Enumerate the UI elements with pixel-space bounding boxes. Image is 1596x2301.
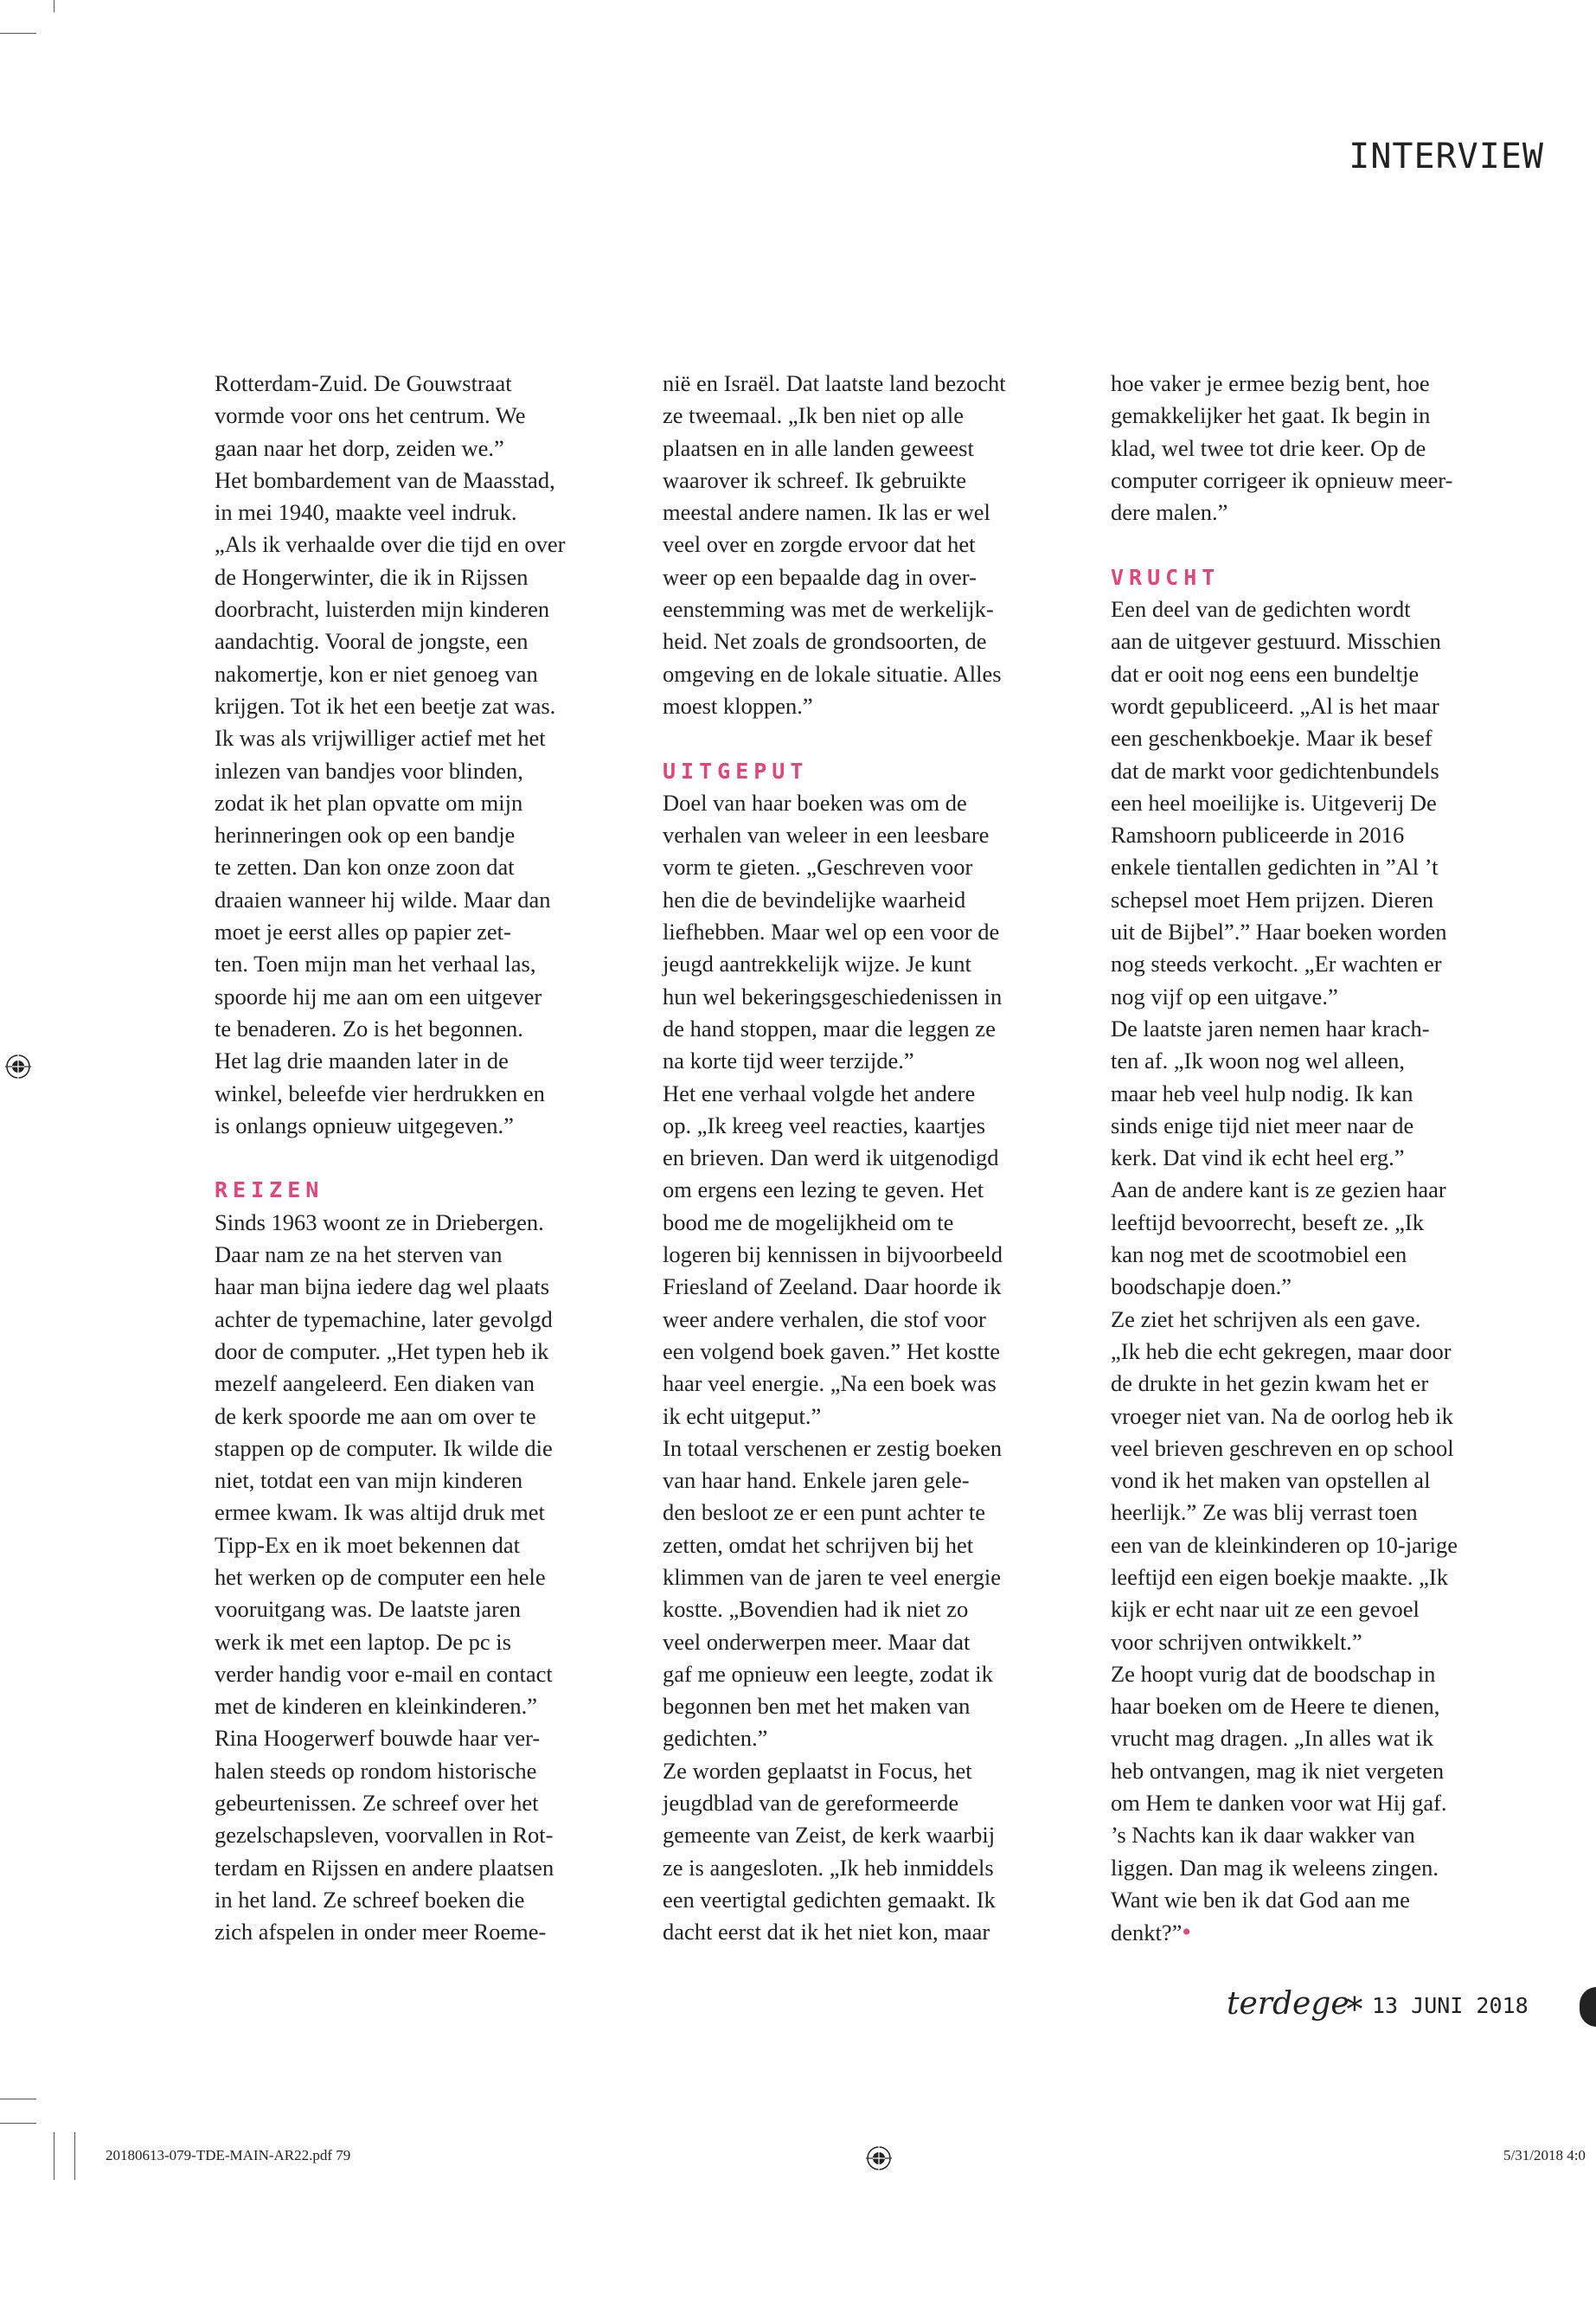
article-text-line: een van de kleinkinderen op 10-jarige: [1111, 1531, 1458, 1558]
crop-mark-bottom-left-horizontal-2: [0, 2123, 36, 2124]
article-text-line: nakomertje, kon er niet genoeg van: [215, 660, 538, 687]
article-column-1: [215, 368, 638, 1949]
article-text-line: gemeente van Zeist, de kerk waarbij: [663, 1822, 996, 1849]
article-text-line: weer andere verhalen, die stof voor: [663, 1305, 986, 1332]
article-text-line: Een deel van de gedichten wordt: [1111, 596, 1411, 623]
article-text-line: Daar nam ze na het sterven van: [215, 1241, 503, 1268]
article-text-line: omgeving en de lokale situatie. Alles: [663, 660, 1002, 687]
article-text-line: haar boeken om de Heere te dienen,: [1111, 1693, 1440, 1720]
article-text-line: Het ene verhaal volgde het andere: [663, 1080, 976, 1106]
article-text-line: Ze hoopt vurig dat de boodschap in: [1111, 1660, 1436, 1687]
article-text-line: dat er ooit nog eens een bundeltje: [1111, 660, 1420, 687]
article-text-line: Aan de andere kant is ze gezien haar: [1111, 1176, 1446, 1203]
article-text-line: herinneringen ook op een bandje: [215, 822, 516, 849]
article-text-line: vroeger niet van. Na de oorlog heb ik: [1111, 1402, 1453, 1429]
article-text-line: nog vijf op een uitgave.”: [1111, 983, 1338, 1009]
magazine-logo: terdege: [1227, 1986, 1349, 2022]
article-text-line: leeftijd bevoorrecht, beseft ze. „Ik: [1111, 1208, 1424, 1235]
article-text-line: krijgen. Tot ik het een beetje zat was.: [215, 692, 556, 719]
article-text-line: moet je eerst alles op papier zet-: [215, 919, 511, 945]
article-text-line: nog steeds verkocht. „Er wachten er: [1111, 951, 1442, 977]
article-text-line: halen steeds op rondom historische: [215, 1757, 537, 1784]
article-text-line: kostte. „Bovendien had ik niet zo: [663, 1596, 969, 1623]
article-text-line: klad, wel twee tot drie keer. Op de: [1111, 434, 1426, 461]
article-text-line: Sinds 1963 woont ze in Driebergen.: [215, 1208, 544, 1235]
article-text-line: vrucht mag dragen. „In alles wat ik: [1111, 1725, 1434, 1752]
article-text-line: heid. Net zoals de grondsoorten, de: [663, 628, 987, 655]
article-text-line: na korte tijd weer terzijde.”: [663, 1048, 914, 1074]
article-text-line: meestal andere namen. Ik las er wel: [663, 499, 990, 526]
article-text-line: vooruitgang was. De laatste jaren: [215, 1596, 521, 1623]
article-text-line: stappen op de computer. Ik wilde die: [215, 1434, 553, 1461]
article-column-3: [1111, 368, 1535, 1949]
article-text-line: met de kinderen en kleinkinderen.”: [215, 1693, 538, 1720]
article-text-line: veel onderwerpen meer. Maar dat: [663, 1628, 971, 1655]
article-text-line: veel over en zorgde ervoor dat het: [663, 531, 976, 558]
article-text-line: aan de uitgever gestuurd. Misschien: [1111, 628, 1441, 655]
article-text-line: hen die de bevindelijke waarheid: [663, 886, 966, 913]
asterisk-separator: ∗: [1343, 1985, 1366, 2022]
article-text-line: te benaderen. Zo is het begonnen.: [215, 1015, 523, 1042]
article-text-line: gedichten.”: [663, 1725, 768, 1752]
article-text-line: vormde voor ons het centrum. We: [215, 402, 526, 429]
article-text-line: In totaal verschenen er zestig boeken: [663, 1434, 1003, 1461]
article-text-line: om ergens een lezing te geven. Het: [663, 1176, 984, 1203]
article-text-line: dacht eerst dat ik het niet kon, maar: [663, 1919, 990, 1945]
article-text-line: hoe vaker je ermee bezig bent, hoe: [1111, 370, 1430, 396]
article-text-line: een geschenkboekje. Maar ik besef: [1111, 725, 1433, 752]
article-text-line: klimmen van de jaren te veel energie: [663, 1563, 1001, 1590]
article-text-line: in het land. Ze schreef boeken die: [215, 1886, 525, 1913]
article-text-line: „Ik heb die echt gekregen, maar door: [1111, 1337, 1452, 1364]
article-text-line: vond ik het maken van opstellen al: [1111, 1467, 1431, 1494]
article-text-line: een volgend boek gaven.” Het kostte: [663, 1337, 1001, 1364]
article-text-line: te zetten. Dan kon onze zoon dat: [215, 854, 515, 881]
article-text-line: mezelf aangeleerd. Een diaken van: [215, 1370, 535, 1397]
page-number-tab: [1580, 1987, 1596, 2027]
article-text-line: gebeurtenissen. Ze schreef over het: [215, 1790, 539, 1817]
registration-mark-icon: [866, 2145, 892, 2171]
article-text-line: de kerk spoorde me aan om over te: [215, 1402, 536, 1429]
article-text-line: ik echt uitgeput.”: [663, 1402, 822, 1429]
print-slug-filename: 20180613-079-TDE-MAIN-AR22.pdf 79: [106, 2147, 351, 2163]
article-text-line: zodat ik het plan opvatte om mijn: [215, 789, 523, 816]
article-text-line: Het lag drie maanden later in de: [215, 1048, 509, 1074]
article-text-line: boodschapje doen.”: [1111, 1273, 1292, 1300]
article-text-line: haar man bijna iedere dag wel plaats: [215, 1273, 550, 1300]
crop-mark-top-left-horizontal: [0, 33, 36, 34]
article-text-line: spoorde hij me aan om een uitgever: [215, 983, 542, 1009]
article-text-line: eenstemming was met de werkelijk-: [663, 596, 994, 623]
article-text-line: nië en Israël. Dat laatste land bezocht: [663, 370, 1006, 396]
article-text-line: inlezen van bandjes voor blinden,: [215, 757, 523, 784]
article-text-line: Rina Hoogerwerf bouwde haar ver-: [215, 1725, 541, 1752]
article-text-line: ten. Toen mijn man het verhaal las,: [215, 951, 536, 977]
article-text-line: het werken op de computer een hele: [215, 1563, 546, 1590]
article-text-line: dere malen.”: [1111, 499, 1228, 526]
article-text-line: kijk er echt naar uit ze een gevoel: [1111, 1596, 1420, 1623]
article-text-line: wordt gepubliceerd. „Al is het maar: [1111, 692, 1439, 719]
article-text-line: de drukte in het gezin kwam het er: [1111, 1370, 1429, 1397]
section-label: INTERVIEW: [1349, 137, 1544, 176]
article-text-line: Tipp-Ex en ik moet bekennen dat: [215, 1531, 521, 1558]
article-text-line: Doel van haar boeken was om de: [663, 789, 967, 816]
article-text-line: leeftijd een eigen boekje maakte. „Ik: [1111, 1563, 1448, 1590]
article-text-line: in mei 1940, maakte veel indruk.: [215, 499, 517, 526]
article-text-line: Ze worden geplaatst in Focus, het: [663, 1757, 972, 1784]
article-text-line: jeugd aantrekkelijk wijze. Je kunt: [663, 951, 971, 977]
article-text-line: den besloot ze er een punt achter te: [663, 1499, 986, 1526]
article-text-line: hun wel bekeringsgeschiedenissen in: [663, 983, 1003, 1009]
article-column-2: [663, 368, 1086, 1949]
article-text-line: haar veel energie. „Na een boek was: [663, 1370, 997, 1397]
article-text-line: bood me de mogelijkheid om te: [663, 1208, 954, 1235]
issue-date: 13 JUNI 2018: [1372, 1993, 1529, 2018]
article-text-line: schepsel moet Hem prijzen. Dieren: [1111, 886, 1434, 913]
article-text-line-final: [1111, 1916, 1535, 1948]
article-text-line: vorm te gieten. „Geschreven voor: [663, 854, 973, 881]
article-text-line: Ze ziet het schrijven als een gave.: [1111, 1305, 1421, 1332]
article-text-line: verder handig voor e-mail en contact: [215, 1660, 553, 1687]
crop-mark-bottom-left-vertical-2: [74, 2132, 75, 2180]
article-text-line: voor schrijven ontwikkelt.”: [1111, 1628, 1362, 1655]
article-text-line: liefhebben. Maar wel op een voor de: [663, 919, 1000, 945]
article-text-line: jeugdblad van de gereformeerde: [663, 1790, 959, 1817]
article-text-line: moest kloppen.”: [663, 692, 813, 719]
article-text-line: dat de markt voor gedichtenbundels: [1111, 757, 1439, 784]
article-text-line: De laatste jaren nemen haar krach-: [1111, 1015, 1430, 1042]
article-text-line: is onlangs opnieuw uitgegeven.”: [215, 1112, 514, 1138]
article-text-line: ’s Nachts kan ik daar wakker van: [1111, 1822, 1415, 1849]
article-text-line: winkel, beleefde vier herdrukken en: [215, 1080, 545, 1106]
article-text-line: draaien wanneer hij wilde. Maar dan: [215, 886, 551, 913]
article-text-line: weer op een bepaalde dag in over-: [663, 563, 977, 590]
article-text-line: gaf me opnieuw een leegte, zodat ik: [663, 1660, 993, 1687]
article-text-line: gemakkelijker het gaat. Ik begin in: [1111, 402, 1431, 429]
print-slug-date: 5/31/2018 4:0: [1503, 2147, 1586, 2163]
article-text-line: een heel moeilijke is. Uitgeverij De: [1111, 789, 1437, 816]
article-text-line: kan nog met de scootmobiel een: [1111, 1241, 1407, 1268]
article-text-line: door de computer. „Het typen heb ik: [215, 1337, 549, 1364]
article-text-line: heb ontvangen, mag ik niet vergeten: [1111, 1757, 1445, 1784]
article-text-line: Ramshoorn publiceerde in 2016: [1111, 822, 1405, 849]
article-text-line: uit de Bijbel”.” Haar boeken worden: [1111, 919, 1447, 945]
article-text-line: werk ik met een laptop. De pc is: [215, 1628, 511, 1655]
article-text-line: kerk. Dat vind ik echt heel erg.”: [1111, 1144, 1405, 1171]
article-text-line: logeren bij kennissen in bijvoorbeeld: [663, 1241, 1003, 1268]
end-of-article-dot: •: [1182, 1918, 1191, 1947]
section-heading: UITGEPUT: [663, 758, 809, 784]
article-text-line: ze is aangesloten. „Ik heb inmiddels: [663, 1854, 994, 1881]
article-text-line: heerlijk.” Ze was blij verrast toen: [1111, 1499, 1418, 1526]
article-text-line: liggen. Dan mag ik weleens zingen.: [1111, 1854, 1439, 1881]
article-text-line: en brieven. Dan werd ik uitgenodigd: [663, 1144, 999, 1171]
article-text-line: een veertigtal gedichten gemaakt. Ik: [663, 1886, 996, 1913]
article-text-line: op. „Ik kreeg veel reacties, kaartjes: [663, 1112, 986, 1138]
article-text-line: Het bombardement van de Maasstad,: [215, 466, 555, 493]
article-text-line: de hand stoppen, maar die leggen ze: [663, 1015, 996, 1042]
article-text-line: sinds enige tijd niet meer naar de: [1111, 1112, 1414, 1138]
article-text-line: om Hem te danken voor wat Hij gaf.: [1111, 1790, 1447, 1817]
article-text-line: gezelschapsleven, voorvallen in Rot-: [215, 1822, 554, 1849]
article-text-line: computer corrigeer ik opnieuw meer-: [1111, 466, 1453, 493]
article-text-line: de Hongerwinter, die ik in Rijssen: [215, 563, 529, 590]
article-text-line: begonnen ben met het maken van: [663, 1693, 971, 1720]
article-text-line: ermee kwam. Ik was altijd druk met: [215, 1499, 545, 1526]
article-text-line: waarover ik schreef. Ik gebruikte: [663, 466, 966, 493]
article-text-line: maar heb veel hulp nodig. Ik kan: [1111, 1080, 1413, 1106]
article-text-line: van haar hand. Enkele jaren gele-: [663, 1467, 970, 1494]
article-text-line: veel brieven geschreven en op school: [1111, 1434, 1454, 1461]
article-text-line: gaan naar het dorp, zeiden we.”: [215, 434, 504, 461]
article-text-line: Friesland of Zeeland. Daar hoorde ik: [663, 1273, 1002, 1300]
article-text-line: zetten, omdat het schrijven bij het: [663, 1531, 974, 1558]
registration-mark-icon: [5, 1054, 31, 1080]
section-heading: VRUCHT: [1111, 564, 1221, 590]
article-text-line: enkele tientallen gedichten in ”Al ’t: [1111, 854, 1439, 881]
article-text-line: „Als ik verhaalde over die tijd en over: [215, 531, 566, 558]
article-text-line: zich afspelen in onder meer Roeme-: [215, 1919, 547, 1945]
article-text-line: Ik was als vrijwilliger actief met het: [215, 725, 546, 752]
article-text-line: verhalen van weleer in een leesbare: [663, 822, 990, 849]
article-text-line: ten af. „Ik woon nog wel alleen,: [1111, 1048, 1405, 1074]
section-heading: REIZEN: [215, 1177, 324, 1203]
article-text-line: Want wie ben ik dat God aan me: [1111, 1886, 1410, 1913]
article-text-line: achter de typemachine, later gevolgd: [215, 1305, 553, 1332]
article-text-line: plaatsen en in alle landen geweest: [663, 434, 974, 461]
article-text-line: niet, totdat een van mijn kinderen: [215, 1467, 523, 1494]
article-text-line: aandachtig. Vooral de jongste, een: [215, 628, 529, 655]
article-text-line: doorbracht, luisterden mijn kinderen: [215, 596, 550, 623]
article-text-line: terdam en Rijssen en andere plaatsen: [215, 1854, 554, 1881]
article-text-line: denkt?”: [1111, 1920, 1183, 1946]
article-text-line: ze tweemaal. „Ik ben niet op alle: [663, 402, 965, 429]
article-text-line: Rotterdam-Zuid. De Gouwstraat: [215, 370, 512, 396]
